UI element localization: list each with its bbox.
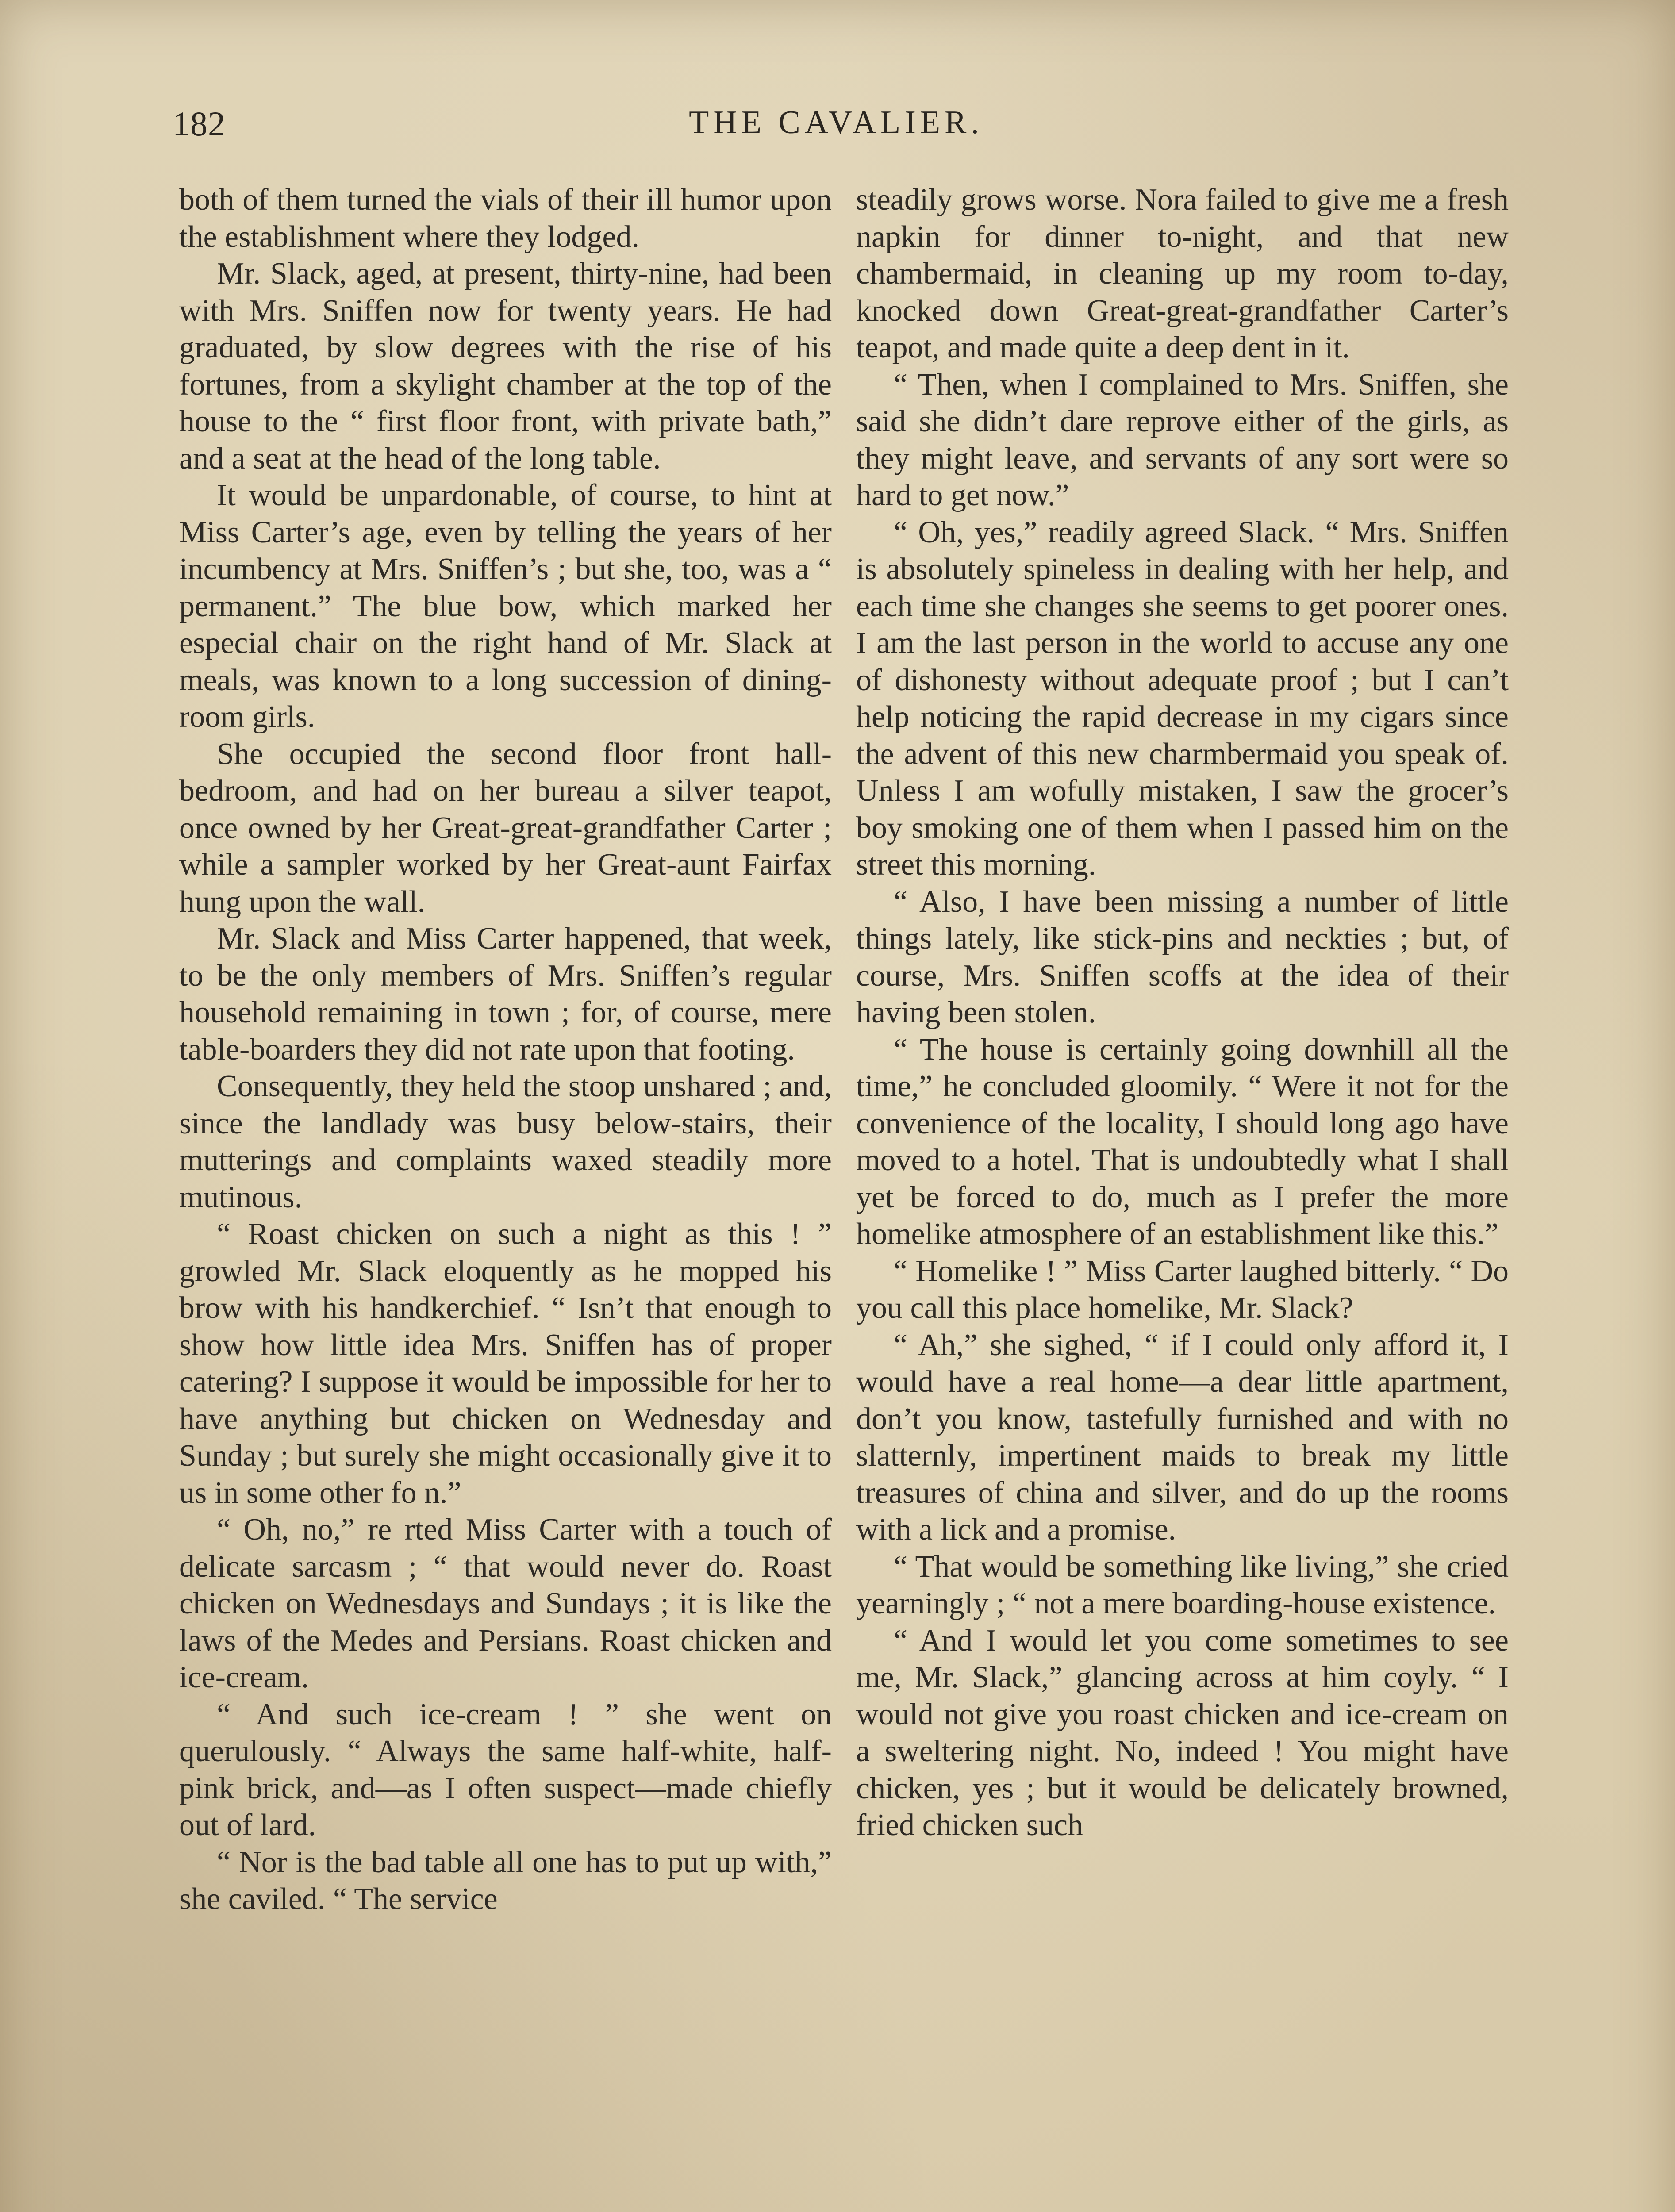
paragraph: both of them turned the vials of their ill humor upon the establishment where they lodged.	[179, 183, 832, 254]
paragraph: “ Roast chicken on such a night as this ! ” growled Mr. Slack eloquently as he mopped his brow with his handkerchief. “ Isn’t that enough to show how little idea Mrs. Sniffen has of proper catering? I suppose it would be impossible for her to have anything but chicken on Wednesday and Sunday ; but surely she might occasionally give it to us in some other fo n.”	[179, 1217, 832, 1510]
page-header	[173, 104, 1500, 157]
paragraph: “ Oh, no,” re rted Miss Carter with a touch of delicate sarcasm ; “ that would never do. Roast chicken on Wednesdays and Sundays ; it is like the laws of the Medes and Persians. Roast chicken and ice-cream.	[179, 1513, 832, 1694]
paragraph: “ Oh, yes,” readily agreed Slack. “ Mrs. Sniffen is absolutely spineless in dealing with her help, and each time she changes she seems to get poorer ones. I am the last person in the world to accuse any one of dishonesty without adequate proof ; but I can’t help noticing the rapid decrease in my cigars since the advent of this new charmbermaid you speak of. Unless I am wofully mistaken, I saw the grocer’s boy smoking one of them when I passed him on the street this morning.	[856, 515, 1509, 882]
paragraph: “ The house is certainly going downhill all the time,” he concluded gloomily. “ Were it not for the convenience of the locality, I should long ago have moved to a hotel. That is undoubtedly what I shall yet be forced to do, much as I prefer the more homelike atmosphere of an establishment like this.”	[856, 1032, 1509, 1251]
right-column	[856, 181, 1509, 2212]
paragraph: “ And such ice-cream ! ” she went on querulously. “ Always the same half-white, half-pink brick, and—as I often suspect—made chiefly out of lard.	[179, 1697, 832, 1842]
paragraph: She occupied the second floor front hall-bedroom, and had on her bureau a silver teapot, once owned by her Great-great-grandfather Carter ; while a sampler worked by her Great-aunt Fairfax hung upon the wall.	[179, 737, 832, 919]
paragraph: “ That would be something like living,” she cried yearningly ; “ not a mere boarding-house existence.	[856, 1549, 1509, 1621]
paragraph: “ Also, I have been missing a number of little things lately, like stick-pins and neckties ; but, of course, Mrs. Sniffen scoffs at the idea of their having been stolen.	[856, 884, 1509, 1029]
page-number: 182	[173, 104, 226, 143]
running-title: THE CAVALIER.	[689, 104, 983, 141]
paragraph: Mr. Slack, aged, at present, thirty-nine, had been with Mrs. Sniffen now for twenty years. He had graduated, by slow degrees with the rise of his fortunes, from a skylight chamber at the top of the house to the “ first floor front, with private bath,” and a seat at the head of the long table.	[179, 257, 832, 476]
paragraph: steadily grows worse. Nora failed to give me a fresh napkin for dinner to-night, and that new chambermaid, in cleaning up my room to-day, knocked down Great-great-grandfather Carter’s teapot, and made quite a deep dent in it.	[856, 183, 1509, 365]
paragraph: It would be unpardonable, of course, to hint at Miss Carter’s age, even by telling the years of her incumbency at Mrs. Sniffen’s ; but she, too, was a “ permanent.” The blue bow, which marked her especial chair on the right hand of Mr. Slack at meals, was known to a long succession of dining-room girls.	[179, 478, 832, 734]
paragraph: “ And I would let you come sometimes to see me, Mr. Slack,” glancing across at him coyly. “ I would not give you roast chicken and ice-cream on a sweltering night. No, indeed ! You might have chicken, yes ; but it would be delicately browned, fried chicken such	[856, 1623, 1509, 1842]
paragraph: “ Ah,” she sighed, “ if I could only afford it, I would have a real home—a dear little apartment, don’t you know, tastefully furnished and with no slatternly, impertinent maids to break my little treasures of china and silver, and do up the rooms with a lick and a promise.	[856, 1328, 1509, 1547]
paragraph: “ Homelike ! ” Miss Carter laughed bitterly. “ Do you call this place homelike, Mr. Slack?	[856, 1254, 1509, 1325]
left-column	[179, 181, 832, 2212]
paragraph: Mr. Slack and Miss Carter happened, that week, to be the only members of Mrs. Sniffen’s regular household remaining in town ; for, of course, mere table-boarders they did not rate upon that footing.	[179, 922, 832, 1067]
paragraph: Consequently, they held the stoop unshared ; and, since the landlady was busy below-stairs, their mutterings and complaints waxed steadily more mutinous.	[179, 1069, 832, 1214]
paragraph: “ Nor is the bad table all one has to put up with,” she caviled. “ The service	[179, 1845, 832, 1916]
paragraph: “ Then, when I complained to Mrs. Sniffen, she said she didn’t dare reprove either of the girls, as they might leave, and servants of any sort were so hard to get now.”	[856, 367, 1509, 512]
